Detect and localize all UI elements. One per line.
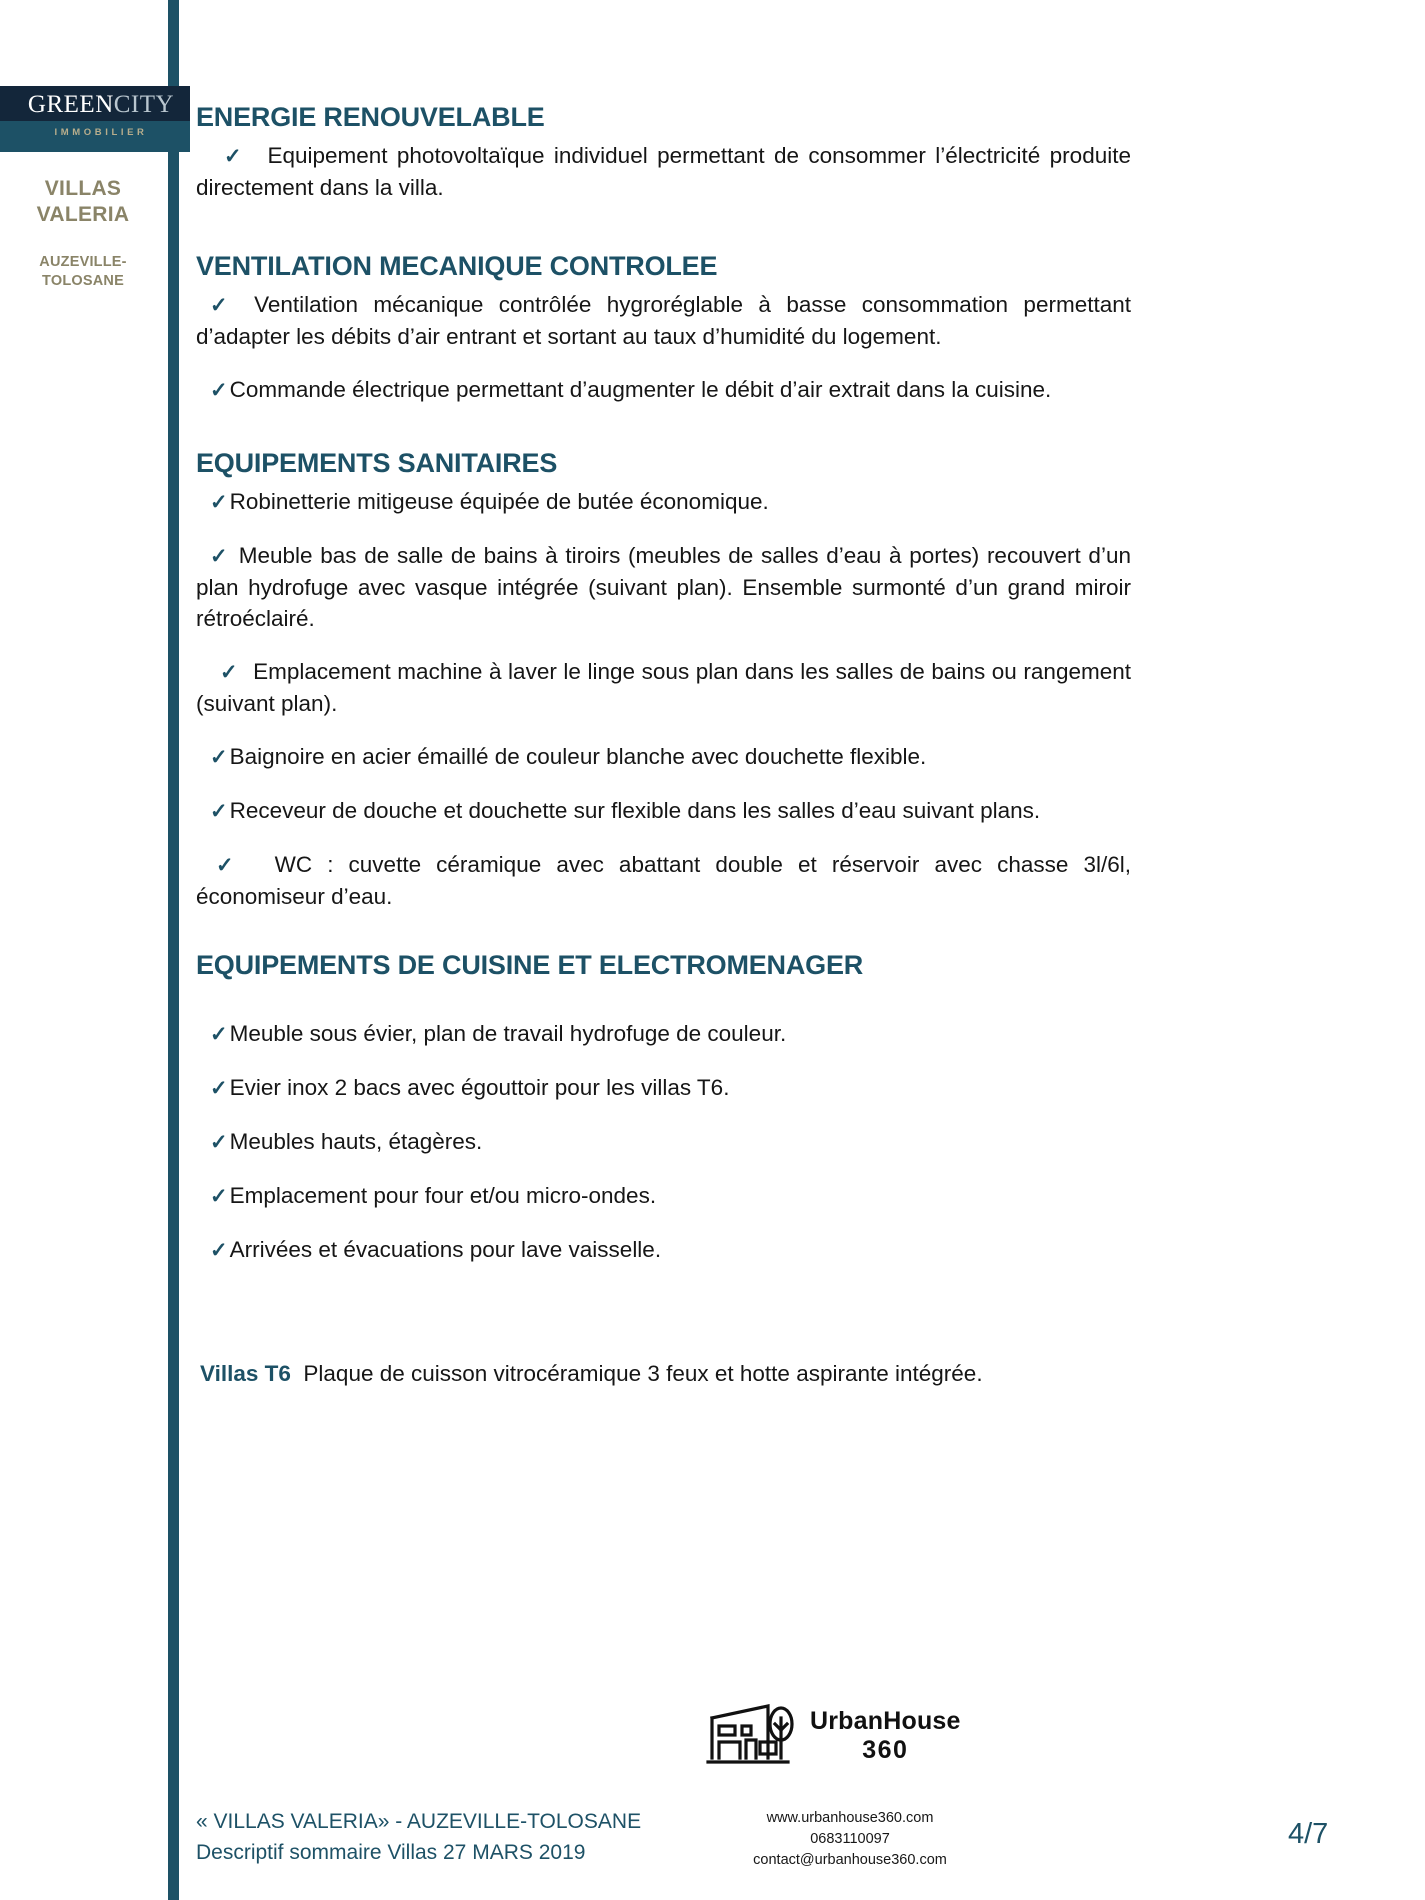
bullet-item bbox=[196, 289, 1131, 352]
footer-document-info bbox=[196, 1806, 641, 1868]
section-heading-energie: ENERGIE RENOUVELABLE bbox=[196, 102, 545, 132]
bullet-item bbox=[196, 1072, 1131, 1104]
section-heading-sanitaires: EQUIPEMENTS SANITAIRES bbox=[196, 448, 558, 478]
check-icon: ✓ bbox=[210, 1239, 228, 1262]
location-line-1: AUZEVILLE- bbox=[39, 254, 127, 270]
section-heading-ventilation: VENTILATION MECANIQUE CONTROLEE bbox=[196, 251, 718, 281]
check-icon: ✓ bbox=[210, 491, 228, 514]
villas-t6-note bbox=[196, 1358, 1131, 1389]
urbanhouse-logo bbox=[706, 1700, 961, 1772]
bullet-item bbox=[196, 486, 1131, 518]
villas-t6-text: Plaque de cuisson vitrocéramique 3 feux et hotte aspirante intégrée. bbox=[303, 1361, 983, 1386]
check-icon: ✓ bbox=[210, 294, 237, 317]
project-title-line-1: VILLAS bbox=[44, 177, 122, 200]
check-icon: ✓ bbox=[210, 1185, 228, 1208]
footer-contact bbox=[700, 1808, 1000, 1871]
bullet-item bbox=[196, 374, 1131, 406]
bullet-item bbox=[196, 849, 1131, 912]
bullet-item bbox=[196, 741, 1131, 773]
footer-phone[interactable]: 0683110097 bbox=[810, 1831, 890, 1847]
footer-doc-line-2: Descriptif sommaire Villas 27 MARS 2019 bbox=[196, 1841, 586, 1864]
brand-name: UrbanHouse bbox=[810, 1707, 961, 1735]
bullet-text: Ventilation mécanique contrôlée hygroréglable à basse consommation permettant d’adapter les débits d’air entrant et sortant au taux d’humidité du logement. bbox=[196, 292, 1131, 349]
logo-subtitle: IMMOBILIER bbox=[54, 127, 148, 138]
greencity-logo bbox=[12, 92, 190, 117]
project-title-line-2: VALERIA bbox=[36, 203, 130, 226]
bullet-item bbox=[196, 140, 1131, 203]
check-icon: ✓ bbox=[216, 854, 243, 877]
bullet-item bbox=[196, 656, 1131, 719]
main-content bbox=[196, 0, 1131, 1389]
page-number: 4/7 bbox=[1288, 1818, 1329, 1850]
bullet-text: Meuble bas de salle de bains à tiroirs (meubles de salles d’eau à portes) recouvert d’un plan hydrofuge avec vasque intégrée (suivant plan). Ensemble surmonté d’un grand miroir rétroéclairé. bbox=[196, 543, 1131, 631]
bullet-item bbox=[196, 1234, 1131, 1266]
check-icon: ✓ bbox=[224, 145, 245, 168]
bullet-item bbox=[196, 540, 1131, 634]
brand-number: 360 bbox=[862, 1736, 909, 1764]
sidebar-location bbox=[0, 253, 166, 291]
bullet-text: Commande électrique permettant d’augmenter le débit d’air extrait dans la cuisine. bbox=[229, 377, 1052, 402]
check-icon: ✓ bbox=[220, 661, 238, 684]
bullet-text: Baignoire en acier émaillé de couleur blanche avec douchette flexible. bbox=[229, 744, 927, 769]
check-icon: ✓ bbox=[210, 800, 228, 823]
check-icon: ✓ bbox=[210, 1077, 228, 1100]
sidebar-project-title bbox=[0, 176, 166, 228]
section-heading-cuisine: EQUIPEMENTS DE CUISINE ET ELECTROMENAGER bbox=[196, 950, 864, 980]
logo-word-green: GREEN bbox=[27, 91, 114, 118]
bullet-item bbox=[196, 1018, 1131, 1050]
bullet-text: WC : cuvette céramique avec abattant double et réservoir avec chasse 3l/6l, économiseur d’eau. bbox=[196, 852, 1131, 909]
check-icon: ✓ bbox=[210, 1023, 228, 1046]
bullet-item bbox=[196, 1180, 1131, 1212]
bullet-text: Meuble sous évier, plan de travail hydrofuge de couleur. bbox=[229, 1021, 787, 1046]
urbanhouse-wordmark bbox=[810, 1707, 961, 1765]
bullet-text: Emplacement pour four et/ou micro-ondes. bbox=[229, 1183, 657, 1208]
villas-t6-label: Villas T6 bbox=[200, 1361, 291, 1386]
house-icon bbox=[706, 1700, 796, 1772]
bullet-item bbox=[196, 1126, 1131, 1158]
check-icon: ✓ bbox=[210, 1131, 228, 1154]
sidebar-vertical-rule bbox=[168, 0, 179, 1900]
check-icon: ✓ bbox=[210, 545, 230, 568]
logo-word-city: CITY bbox=[113, 91, 175, 118]
sidebar bbox=[0, 0, 190, 1900]
bullet-text: Meubles hauts, étagères. bbox=[229, 1129, 483, 1154]
check-icon: ✓ bbox=[210, 746, 228, 769]
location-line-2: TOLOSANE bbox=[42, 273, 124, 289]
footer-website[interactable]: www.urbanhouse360.com bbox=[766, 1810, 934, 1826]
bullet-text: Emplacement machine à laver le linge sous plan dans les salles de bains ou rangement (suivant plan). bbox=[196, 659, 1131, 716]
bullet-text: Evier inox 2 bacs avec égouttoir pour les villas T6. bbox=[229, 1075, 730, 1100]
bullet-text: Arrivées et évacuations pour lave vaisselle. bbox=[229, 1237, 662, 1262]
footer-doc-line-1: « VILLAS VALERIA» - AUZEVILLE-TOLOSANE bbox=[196, 1810, 642, 1833]
check-icon: ✓ bbox=[210, 379, 228, 402]
bullet-text: Receveur de douche et douchette sur flexible dans les salles d’eau suivant plans. bbox=[229, 798, 1041, 823]
footer-email[interactable]: contact@urbanhouse360.com bbox=[753, 1852, 947, 1868]
bullet-text: Equipement photovoltaïque individuel permettant de consommer l’électricité produite directement dans la villa. bbox=[196, 143, 1131, 200]
bullet-item bbox=[196, 795, 1131, 827]
bullet-text: Robinetterie mitigeuse équipée de butée économique. bbox=[229, 489, 769, 514]
